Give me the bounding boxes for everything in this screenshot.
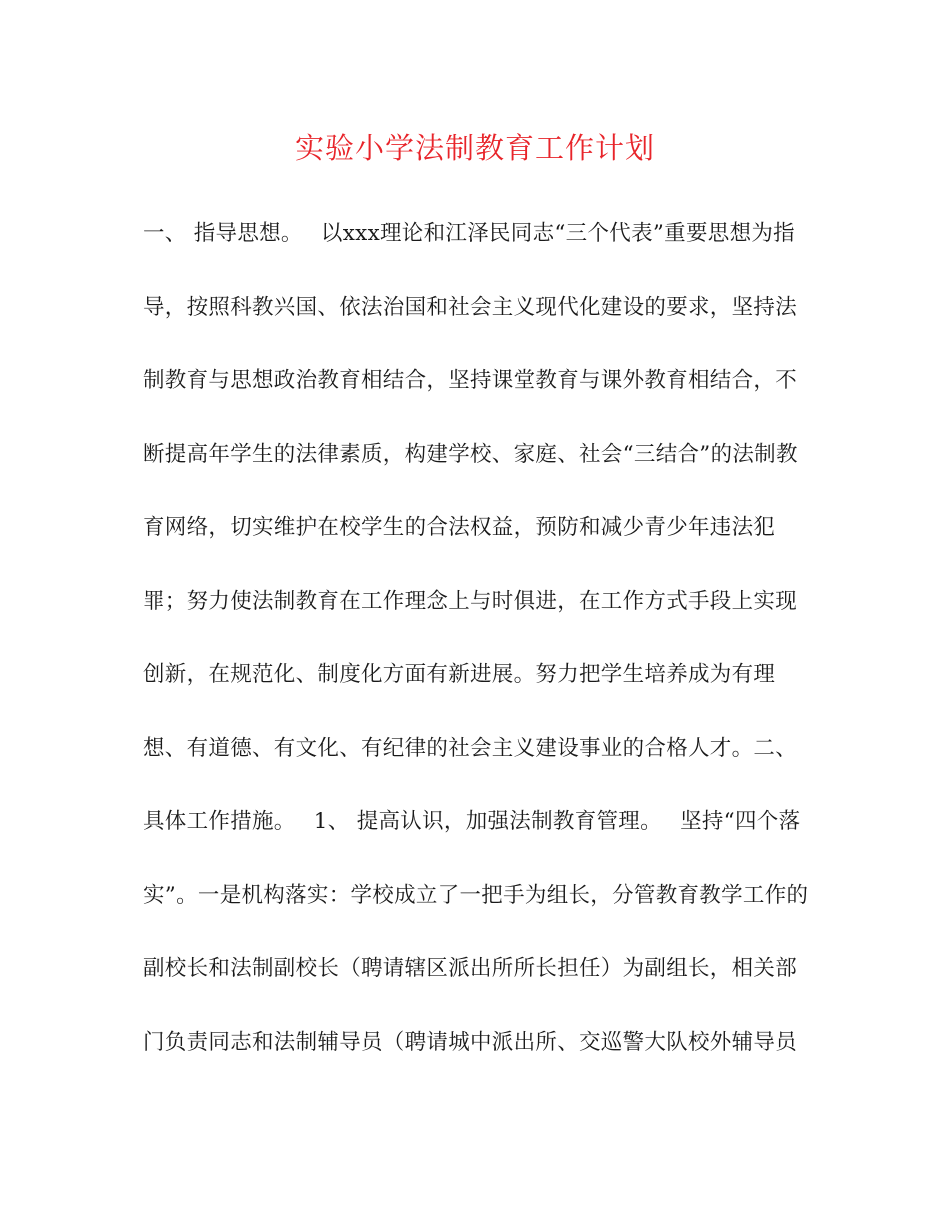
document-title: 实验小学法制教育工作计划 (294, 131, 655, 165)
body-line-7: 创新，在规范化、制度化方面有新进展。努力把学生培养成为有理 (143, 662, 776, 687)
body-line-11: 副校长和法制副校长（聘请辖区派出所所长担任）为副组长，相关部 (143, 956, 798, 981)
body-line-6: 罪；努力使法制教育在工作理念上与时俱进，在工作方式手段上实现 (143, 588, 798, 614)
body-line-12: 门负责同志和法制辅导员（聘请城中派出所、交巡警大队校外辅导员 (143, 1029, 798, 1055)
body-line-9: 具体工作措施。 1、 提高认识，加强法制教育管理。 坚持“四个落 (143, 809, 801, 834)
body-line-5: 育网络，切实维护在校学生的合法权益，预防和减少青少年违法犯 (143, 515, 776, 540)
body-line-1: 一、 指导思想。 以xxx理论和江泽民同志“三个代表”重要思想为指 (143, 221, 795, 246)
body-line-8: 想、有道德、有文化、有纪律的社会主义建设事业的合格人才。二、 (143, 735, 798, 761)
body-line-4: 断提高年学生的法律素质，构建学校、家庭、社会“三结合”的法制教 (143, 441, 798, 467)
body-line-3: 制教育与思想政治教育相结合，坚持课堂教育与课外教育相结合，不 (143, 368, 798, 393)
body-line-2: 导，按照科教兴国、依法治国和社会主义现代化建设的要求，坚持法 (143, 294, 798, 320)
body-line-10: 实”。一是机构落实：学校成立了一把手为组长，分管教育教学工作的 (143, 882, 809, 908)
document-body (143, 214, 813, 1096)
